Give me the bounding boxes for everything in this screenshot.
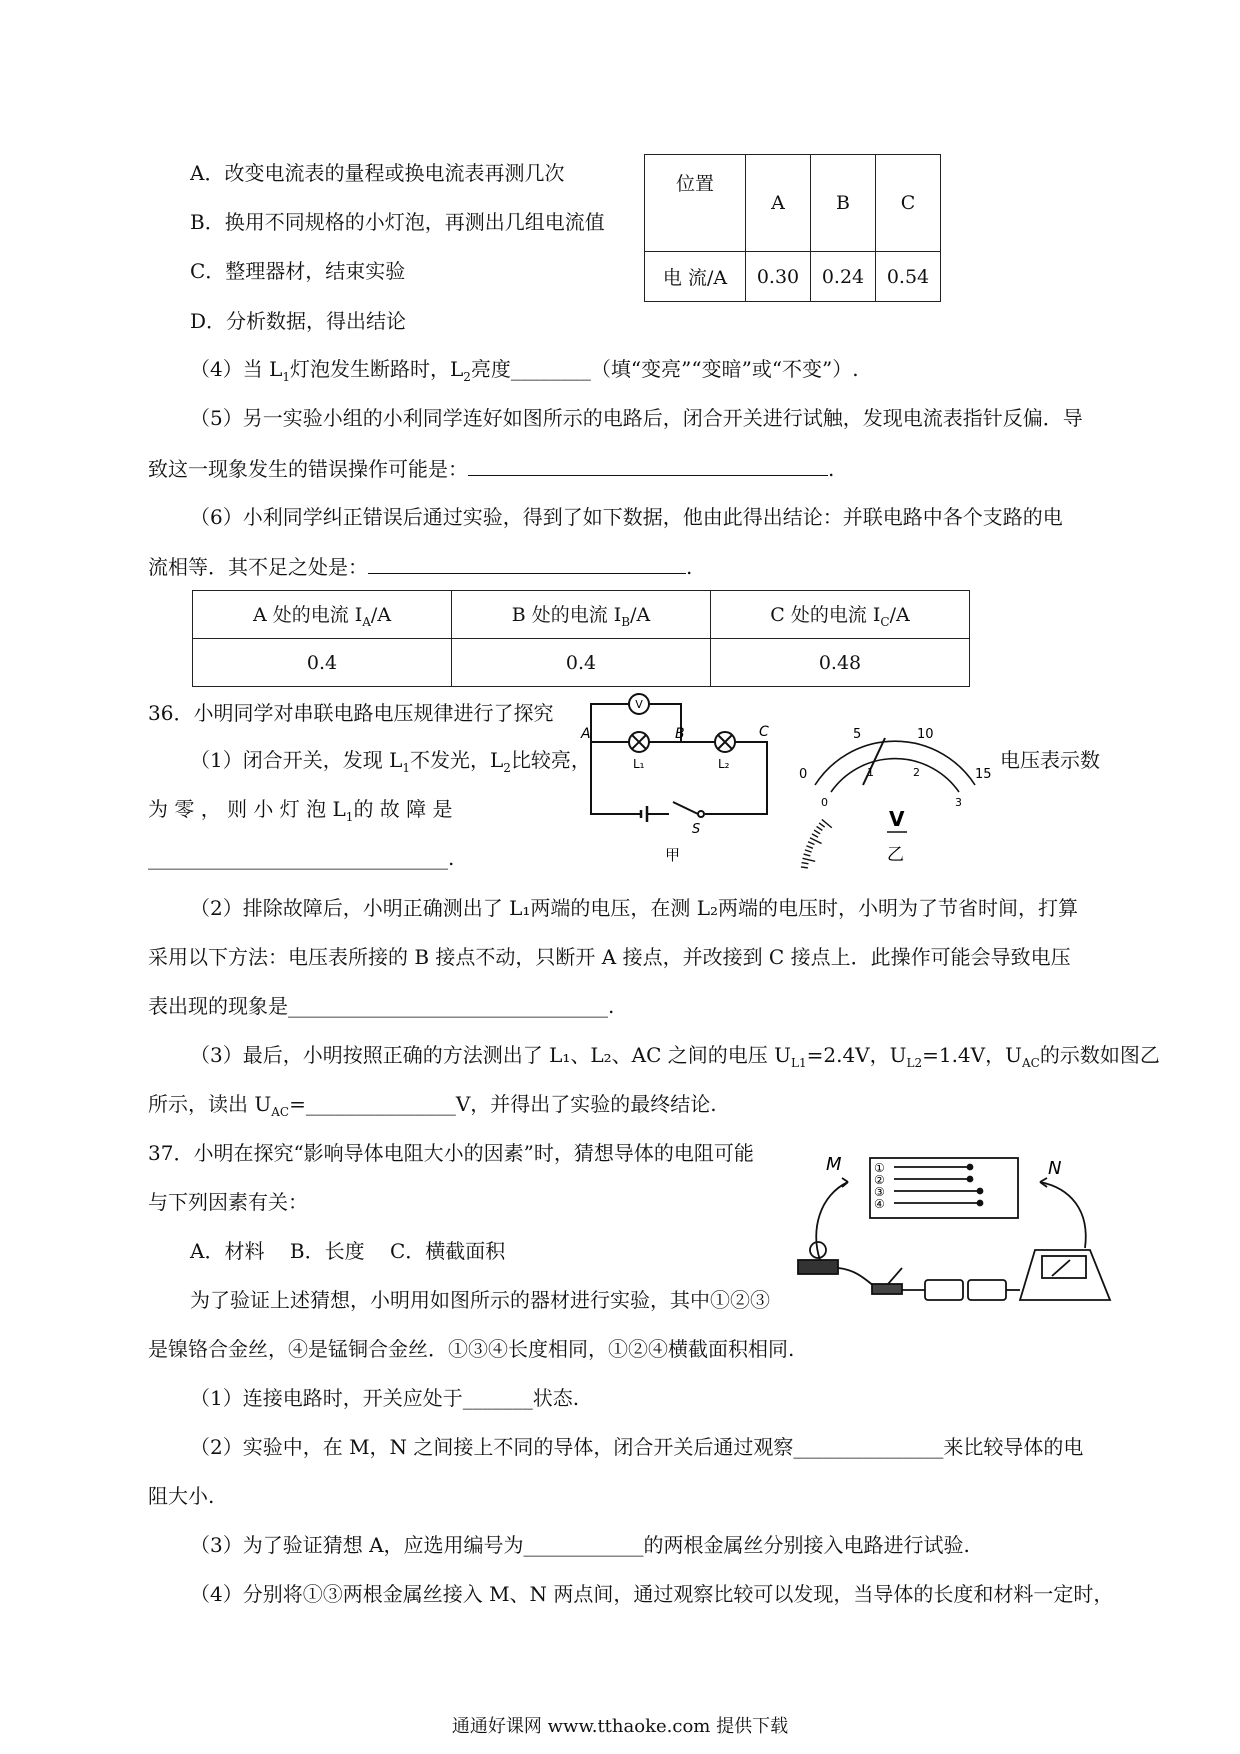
dial-tick: [819, 823, 825, 827]
point-n-label: N: [1048, 1158, 1062, 1179]
question-37-1: （1）连接电路时，开关应处于_______状态.: [190, 1386, 580, 1410]
resistance-apparatus-figure: [790, 1150, 1120, 1310]
table-cell: 0.54: [876, 252, 941, 302]
question-37-4: （4）分别将①③两根金属丝接入 M、N 两点间，通过观察比较可以发现，当导体的长度和材料一定时，: [190, 1582, 1114, 1606]
question-6-line1: （6）小利同学纠正错误后通过实验，得到了如下数据，他由此得出结论：并联电路中各个支路的电: [190, 505, 1063, 529]
answer-blank: [368, 553, 686, 574]
switch-icon: [872, 1284, 902, 1294]
figure-yi-label: 乙: [887, 845, 904, 865]
position-current-table: [644, 154, 941, 302]
dial-tick-label: 0: [799, 767, 808, 782]
point-m-label: M: [826, 1154, 842, 1175]
dial-tick: [801, 867, 808, 868]
table-header-cell: A 处的电流 $I_A/A$: [193, 591, 452, 639]
point-a-label: A: [581, 726, 591, 742]
ammeter-icon: [1020, 1250, 1110, 1300]
table-cell: 0.30: [746, 252, 811, 302]
question-5-line1: （5）另一实验小组的小利同学连好如图所示的电路后，闭合开关进行试触，发现电流表指针反偏．导: [190, 406, 1083, 430]
dial-tick: [805, 850, 812, 852]
series-circuit-figure: [575, 690, 775, 865]
wire-board-icon: [894, 1167, 980, 1203]
question-37-3: （3）为了验证猜想 A，应选用编号为____________的两根金属丝分别接入电路进行试验.: [190, 1533, 970, 1557]
answer-blank: [468, 455, 828, 476]
question-4: （4）当 $L_1$灯泡发生断路时，$L_2$亮度________（填“变亮”“变暗”或“不变”）.: [190, 357, 859, 384]
option-d: D．分析数据，得出结论: [190, 309, 407, 333]
lamp-l1-label: L₁: [633, 757, 645, 771]
question-36-3-line1: （3）最后，小明按照正确的方法测出了 L₁、L₂、AC 之间的电压 $U_{L1}=2.4V$，$U_{L2}=1.4V$，$U_{AC}$的示数如图乙: [190, 1043, 1160, 1070]
question-6-line2: 流相等．其不足之处是： .: [148, 555, 693, 579]
table-cell: 0.4: [452, 639, 711, 687]
dial-tick-label: 15: [975, 767, 992, 782]
battery-cell-icon: [925, 1280, 963, 1300]
question-36-1-line1: （1）闭合开关，发现 $L_1$不发光，$L_2$比较亮，: [190, 748, 591, 775]
question-36-1-line2: 为 零 ， 则 小 灯 泡 $L_1$的 故 障 是: [148, 797, 453, 824]
dial-inner-label: 1: [867, 766, 874, 779]
table-cell: 0.4: [193, 639, 452, 687]
dial-inner-label: 0: [821, 796, 828, 809]
question-36-2-line3: 表出现的现象是________________________________.: [148, 994, 615, 1018]
point-c-label: C: [759, 724, 769, 740]
dial-tick-label: 10: [917, 727, 934, 742]
lamp-base-icon: [798, 1260, 838, 1274]
question-36-2-line2: 采用以下方法：电压表所接的 B 接点不动，只断开 A 接点，并改接到 C 接点上．此操作可能会导致电压: [148, 945, 1071, 969]
dial-tick: [812, 834, 818, 837]
dial-tick: [814, 830, 820, 834]
question-36-1-right: 电压表示数: [1000, 748, 1100, 772]
wire-label: ②: [874, 1173, 885, 1187]
question-36-3-line2: 所示，读出 $U_{AC}=\_\_\_\_\_\_\_\_\_\_\_\_\_\_\_V$，并得出了实验的最终结论.: [148, 1092, 717, 1119]
dial-tick: [802, 863, 809, 864]
table-cell: 0.48: [711, 639, 970, 687]
question-36-2-line1: （2）排除故障后，小明正确测出了 L₁两端的电压，在测 L₂两端的电压时，小明为了节省时间，打算: [190, 896, 1079, 920]
option-b: B．换用不同规格的小灯泡，再测出几组电流值: [190, 210, 605, 234]
dial-tick: [803, 858, 816, 861]
battery-icon: [641, 806, 647, 822]
table-header-cell: C 处的电流 $I_C/A$: [711, 591, 970, 639]
question-37-2-line2: 阻大小.: [148, 1484, 215, 1508]
dial-tick: [817, 826, 823, 830]
dial-unit-label: V: [889, 807, 905, 831]
question-37-line1: 37．小明在探究“影响导体电阻大小的因素”时，猜想导体的电阻可能: [148, 1141, 754, 1165]
question-37-line5: 是镍铬合金丝，④是锰铜合金丝．①③④长度相同，①②④横截面积相同.: [148, 1337, 795, 1361]
lamp-l2-label: L₂: [718, 757, 730, 771]
dial-tick-label: 5: [853, 727, 862, 742]
figure-jia-label: 甲: [665, 846, 681, 864]
question-36-1-line3: ______________________________.: [148, 846, 455, 870]
battery-cell-icon: [968, 1280, 1006, 1300]
question-37-options: A．材料 B．长度 C．横截面积: [190, 1239, 506, 1263]
page-footer: 通通好课网 www.tthaoke.com 提供下载: [451, 1716, 789, 1737]
dial-inner-label: 2: [913, 766, 920, 779]
voltmeter-dial-figure: [795, 700, 995, 870]
table-cell: 电 流/A: [645, 252, 746, 302]
question-37-line4: 为了验证上述猜想，小明用如图所示的器材进行实验，其中①②③: [190, 1288, 770, 1312]
table-cell: 0.24: [811, 252, 876, 302]
wire-label: ④: [874, 1197, 885, 1211]
wire-label: ①: [874, 1161, 885, 1175]
voltmeter-label: V: [635, 698, 643, 711]
dial-tick: [806, 846, 813, 849]
dial-inner-label: 3: [955, 796, 962, 809]
question-36-title: 36．小明同学对串联电路电压规律进行了探究: [148, 701, 554, 725]
table-header-cell: B: [811, 155, 876, 252]
table-header-cell: A: [746, 155, 811, 252]
point-b-label: B: [675, 726, 685, 742]
dial-tick: [808, 842, 814, 845]
switch-icon: [673, 802, 698, 814]
switch-label: S: [692, 822, 701, 837]
question-5-line2: 致这一现象发生的错误操作可能是： .: [148, 457, 835, 481]
wire-label: ③: [874, 1185, 885, 1199]
question-37-line2: 与下列因素有关：: [148, 1190, 308, 1214]
table-header-cell: 位置: [645, 155, 746, 252]
option-c: C．整理器材，结束实验: [190, 259, 406, 283]
question-37-2-line1: （2）实验中，在 M，N 之间接上不同的导体，闭合开关后通过观察_______________来比较导体的电: [190, 1435, 1084, 1459]
table-header-cell: B 处的电流 $I_B/A$: [452, 591, 711, 639]
branch-current-table: [192, 590, 970, 687]
table-header-cell: C: [876, 155, 941, 252]
option-a: A．改变电流表的量程或换电流表再测几次: [190, 161, 565, 185]
dial-tick: [804, 854, 811, 856]
